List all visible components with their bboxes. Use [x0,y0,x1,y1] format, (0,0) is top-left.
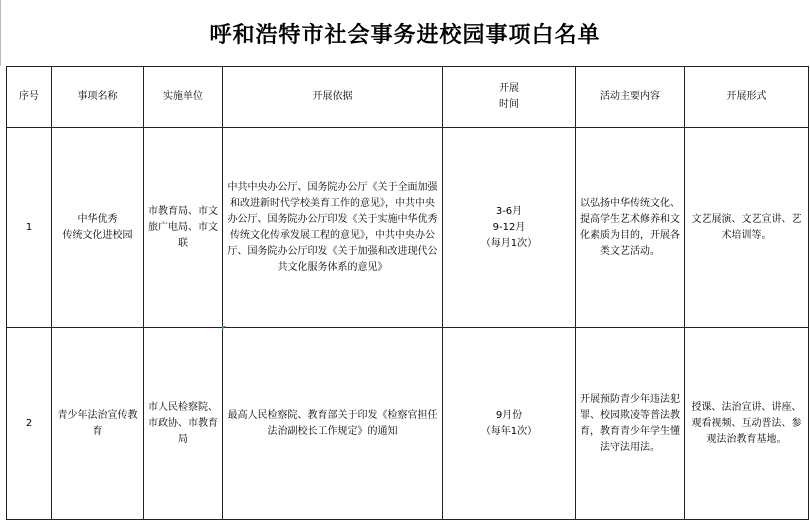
table-row [7,328,809,520]
cell-unit[interactable]: 市教育局、市文旅广电局、市文联 [144,128,223,328]
cell-content[interactable]: 以弘扬中华传统文化、提高学生艺术修养和文化素质为目的，开展各类文艺活动。 [576,128,685,328]
cell-form[interactable]: 授课、法治宣讲、讲座、观看视频、互动普法、参观法治教育基地。 [685,328,809,520]
header-seq[interactable]: 序号 [7,67,52,128]
cell-basis[interactable]: 最高人民检察院、教育部关于印发《检察官担任法治副校长工作规定》的通知 [223,328,443,520]
cell-time[interactable]: 9月份 （每年1次） [443,328,576,520]
cell-item-name[interactable]: 中华优秀 传统文化进校园 [52,128,144,328]
header-basis[interactable]: 开展依据 [223,67,443,128]
cell-time[interactable]: 3-6月 9-12月 （每月1次） [443,128,576,328]
cell-seq[interactable]: 1 [7,128,52,328]
header-time[interactable]: 开展 时间 [443,67,576,128]
cell-unit[interactable]: 市人民检察院、市政协、市教育局 [144,328,223,520]
header-content[interactable]: 活动主要内容 [576,67,685,128]
cell-item-name[interactable]: 青少年法治宣传教育 [52,328,144,520]
cell-form[interactable]: 文艺展演、文艺宣讲、艺术培训等。 [685,128,809,328]
header-form[interactable]: 开展形式 [685,67,809,128]
header-row [7,67,809,128]
header-unit[interactable]: 实施单位 [144,67,223,128]
comment-indicator-icon[interactable] [222,326,226,330]
cell-content[interactable]: 开展预防青少年违法犯罪、校园欺凌等普法教育，教育青少年学生懂法守法用法。 [576,328,685,520]
whitelist-table [6,66,809,520]
header-item-name[interactable]: 事项名称 [52,67,144,128]
cell-seq[interactable]: 2 [7,328,52,520]
document-title: 呼和浩特市社会事务进校园事项白名单 [209,22,601,48]
cell-basis[interactable]: 中共中央办公厅、国务院办公厅《关于全面加强和改进新时代学校美育工作的意见》，中共中央办公厅、国务院办公厅印发《关于实施中华优秀传统文化传承发展工程的意见》，中共中央办公厅、国务院办公厅印发《关于加强和改进现代公共文化服务体系的意见》 [223,128,443,328]
table-row [7,128,809,328]
